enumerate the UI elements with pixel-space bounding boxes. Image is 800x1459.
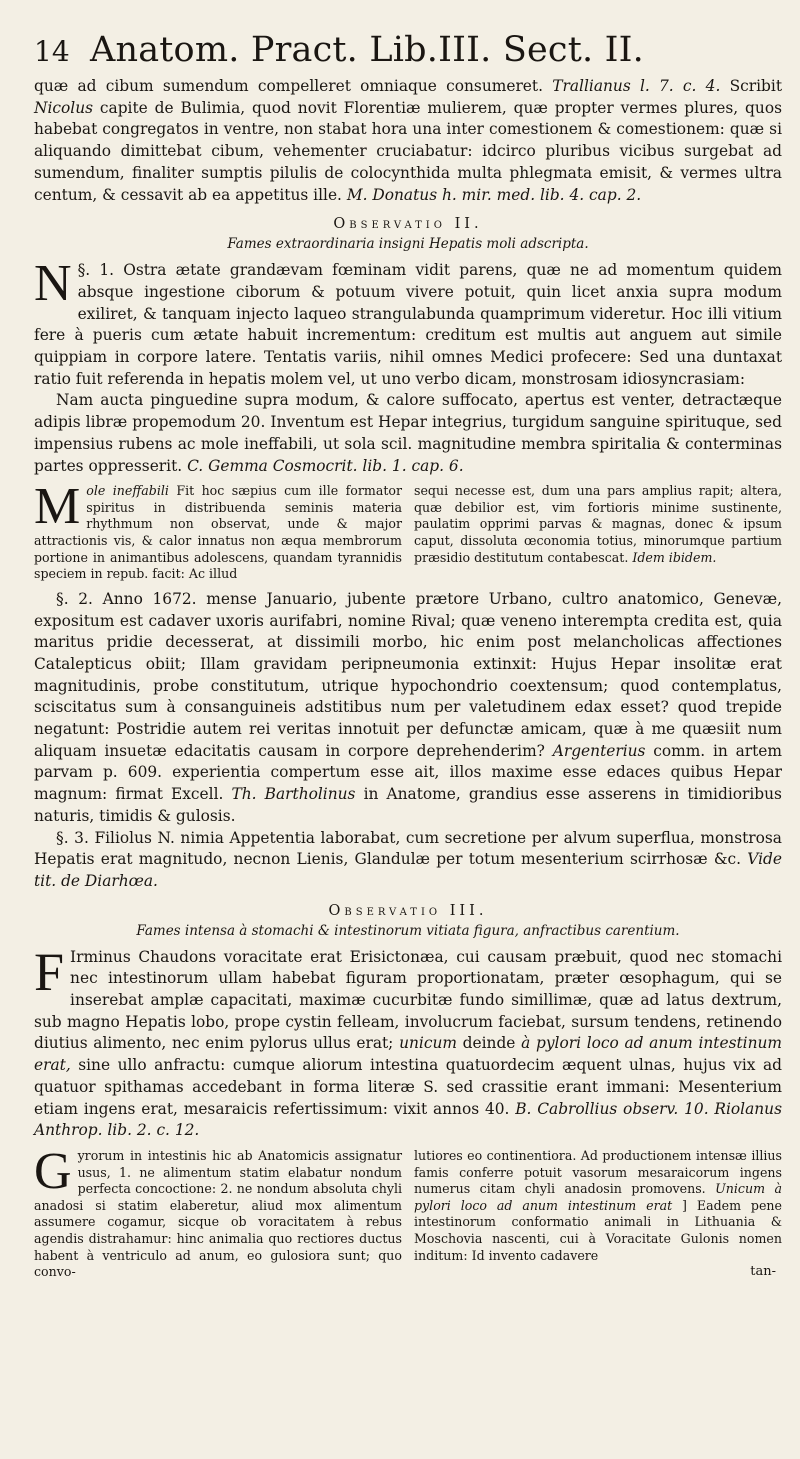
note-column-right — [414, 483, 782, 583]
note-column-left — [34, 1142, 402, 1281]
observation-title: Observatio III. — [328, 902, 488, 919]
citation: Trallianus l. 7. c. 4. — [552, 77, 721, 95]
observation-subtitle: Fames intensa à stomachi & intestinorum vitiata figura, anfractibus carentium. — [136, 922, 680, 939]
drop-capital: N — [34, 255, 72, 313]
note-text: Eadem pene intestinorum conformatio animali in Lithuania & Moschovia nascenti, cui à Voracitate Gulonis nomen inditum: Id invento cadavere — [414, 1197, 782, 1263]
running-head — [34, 30, 782, 76]
opening-text: capite de Bulimia, quod novit Florentiæ mulierem, quæ propter vermes plures, quos habebat congregatos in ventre, non stabat hora una inter comestionem & comestionem: quæ si aliquando dimittebat cibum, vehementer cruciabatur: idcirco pluribus vicibus surgebat ad sumendum, finaliter sumptis pilulis de colocynthida multa phlegmata emisit, & vermes ultra centum, & cessavit ab ea appetitus ille. — [34, 98, 782, 204]
section-text: sine ullo anfractu: cumque aliorum intestina quatuordecim æquent ulnas, hujus vix ad quatuor spithamas accedebant in forma literæ S. sed crassitie erant immani: Mesenterium etiam ingens erat, mesaraicis refertissimum: vixit annos 40. — [34, 1056, 782, 1118]
drop-capital: G — [34, 1142, 72, 1200]
section-mark: §. 1. — [77, 261, 115, 280]
commentary-notes — [34, 478, 782, 583]
opening-paragraph — [34, 76, 782, 206]
emphasis: unicum — [399, 1034, 457, 1053]
citation: Nicolus — [34, 98, 94, 117]
citation: M. Donatus h. mir. med. lib. 4. cap. 2. — [346, 185, 642, 204]
observation-subtitle: Fames extraordinaria insigni Hepatis moli adscripta. — [227, 236, 589, 253]
commentary-notes — [34, 1142, 783, 1281]
note-text: yrorum in intestinis hic ab Anatomicis assignatur usus, 1. ne alimentum statim elabatur nondum perfecta concoctione: 2. ne nondum absoluta chyli anadosi si statim elaberetur, aliud mox alimentum assumere cogamur, sicque ob voracitatem à rebus agendis distrahamur: hinc animalia quo rectiores ductus habent à ventriculo ad anum, eo gulosiora sunt; quo convo- — [34, 1147, 402, 1280]
citation: B. Cabrollius observ. 10. Riolanus Anthrop. lib. 2. c. 12. — [34, 1099, 782, 1140]
citation: Argenterius — [552, 741, 646, 760]
drop-capital: F — [34, 941, 65, 1002]
note-text: Fit hoc sæpius cum ille formator spiritus in distribuenda seminis materia rhythmum non observat, unde & major attractionis vis, & calor innatus non æqua membrorum portione in animantibus adolescens, quandam tyrannidis speciem in repub. facit: Ac illud — [34, 483, 402, 582]
note-column-right: lutiores eo continentiora. Ad productionem intensæ illius famis conferre potuit vasorum mesaraicorum ingens numerus citam chyli anadosin promovens. Unicum à pylori loco ad anum intestinum erat ] Eadem pene intestinorum conformatio animali in Lithuania & Moschovia nascenti, cui à Voracitate Gulonis nomen inditum: Id invento cadavere tan- — [414, 1147, 783, 1280]
section-text: deinde — [462, 1034, 516, 1053]
section-paragraph — [34, 390, 782, 477]
page-number: 14 — [34, 35, 70, 68]
section-paragraph — [34, 941, 783, 1142]
drop-capital: M — [34, 478, 81, 536]
section-text: Irminus Chaudons voracitate erat Erisictonæa, cui causam præbuit, quod nec stomachi nec intestinorum ullam habebat figuram proportionatam, præter œsophagum, qui se inserebat amplæ capacitati, maximæ cucurbitæ fundo simillimæ, quæ ad latus dextrum, sub magno Hepatis lobo, prope cystin felleam, involucrum faciebat, sursum tendens, retinendo diutius alimento, nec enim pylorus ullus erat; — [34, 947, 782, 1053]
section-mark: §. 2. — [56, 589, 93, 608]
note-text: sequi necesse est, dum una pars amplius rapit; altera, quæ debilior est, vim fortioris minime sustinente, paulatim opprimi parvas & magnas, donec & ipsum caput, dissoluta œconomia totius, minorumque partium præsidio destitutum contabescat. — [414, 483, 782, 565]
section-mark: §. 3. — [56, 828, 89, 847]
citation: Vide tit. de Diarhœa. — [34, 850, 782, 890]
note-lemma: Unicum à pylori loco ad anum intestinum erat — [414, 1181, 783, 1213]
section-paragraph — [34, 589, 782, 828]
note-column-left — [34, 478, 402, 583]
section-text: comm. in artem parvam p. 609. experientia compertum esse ait, illos maxime esse edaces quibus Hepar magnum: firmat Excell. — [34, 741, 782, 804]
citation: C. Gemma Cosmocrit. lib. 1. cap. 6. — [187, 456, 464, 475]
section-paragraph — [34, 828, 782, 893]
note-lemma: ole ineffabili — [86, 483, 169, 499]
section-text: in Anatome, grandius esse asserens in timidioribus naturis, timidis & gulosis. — [34, 785, 782, 825]
observation-title: Observatio II. — [333, 216, 483, 233]
opening-text: quæ ad cibum sumendum compelleret omniaque consumeret. — [34, 77, 543, 95]
emphasis: à pylori loco ad anum intestinum erat, — [34, 1034, 783, 1075]
running-title: Anatom. Pract. Lib.III. Sect. II. — [90, 30, 645, 70]
citation: Th. Bartholinus — [231, 785, 356, 804]
citation: Idem ibidem. — [632, 549, 717, 565]
section-text: Nam aucta pinguedine supra modum, & calore suffocato, apertus est venter, detractæque adipis libræ propemodum 20. Inventum est Hepar integrius, turgidum sanguine spirituque, sed impensius rubens ac mole ineffabili, ut sola scil. magnitudine membra spiritalia & conterminas partes oppresserit. — [34, 391, 782, 475]
section-text: Ostra ætate grandævam fœminam vidit parens, quæ ne ad momentum quidem absque ingestione ciborum & potuum vivere potuit, quin licet anxia supra modum exiliret, & tanquam injecto laqueo strangulabunda quamprimum videretur. Hoc illi vitium fere à pueris cum ætate habuit incrementum: creditum est multis aut anguem aut simile quippiam in corpore latere. Tentatis variis, nihil omnes Medici profecere: Sed una duntaxat ratio fuit referenda in hepatis molem vel, ut uno verbo dicam, monstrosam idiosyncrasiam: — [34, 261, 782, 388]
section-paragraph — [34, 255, 782, 390]
section-text: Anno 1672. mense Januario, jubente prætore Urbano, cultro anatomico, Genevæ, expositum est cadaver uxoris aurifabri, nomine Rival; quæ veneno interempta credita est, quia maritus pridie decesserat, at dissimili morbo, hic enim post melancholicas affectiones Catalepticus obiit; Illam gravidam peripneumonia extinxit: Hujus Hepar insolitæ erat magnitudinis, probe constitutum, utrique hypochondrio coextensum; quod contemplatus, sciscitatus sum à consanguineis adstitibus num per valetudinem edax esset? quod trepide negatunt: Postridie autem rei veritas innotuit per defunctæ amicam, quæ à me quæsiit num aliquam insuetæ edacitatis causam in corpore deprehenderim? — [34, 589, 782, 760]
section-text: Filiolus N. nimia Appetentia laborabat, cum secretione per alvum superflua, monstrosa Hepatis erat magnitudo, necnon Lienis, Glandulæ per totum mesenterium scirrhosæ &c. — [34, 828, 782, 869]
catchword: tan- — [750, 1264, 776, 1280]
opening-text: Scribit — [729, 77, 783, 95]
note-text: lutiores eo continentiora. Ad productionem intensæ illius famis conferre potuit vasorum mesaraicorum ingens numerus citam chyli anadosin promovens. — [414, 1147, 782, 1197]
